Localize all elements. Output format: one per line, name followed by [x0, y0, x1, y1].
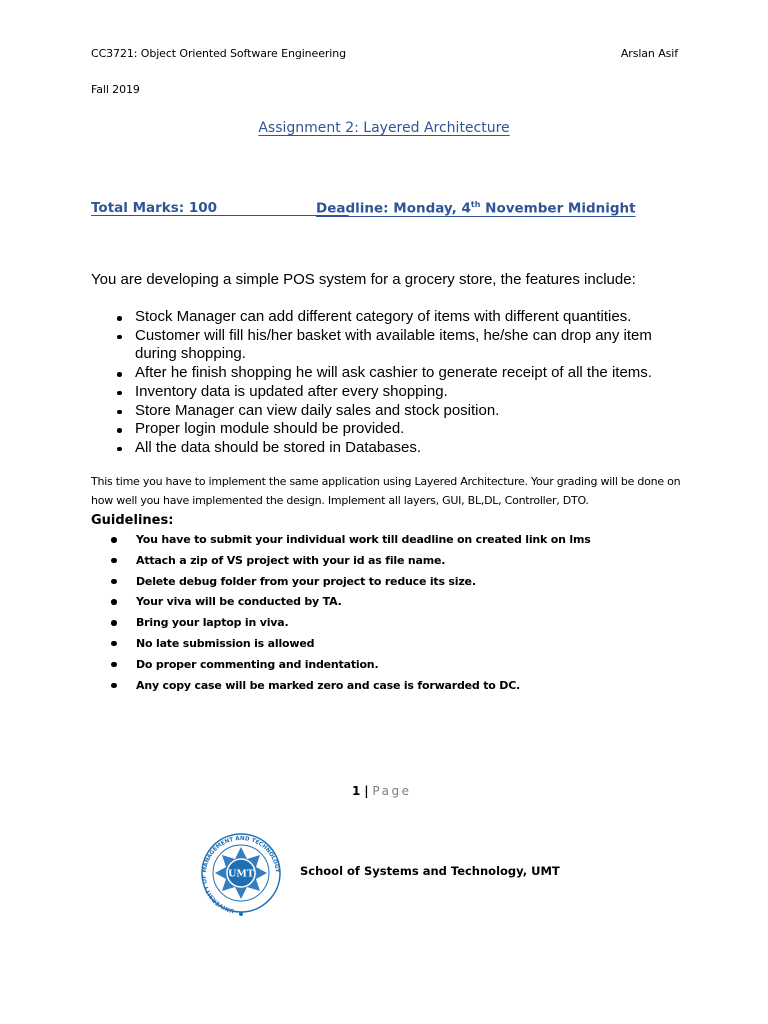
guideline-item: No late submission is allowed: [100, 634, 700, 655]
guideline-item: Delete debug folder from your project to reduce its size.: [100, 572, 700, 593]
total-marks-text: Total Marks: 100: [91, 200, 218, 216]
total-marks: [91, 200, 349, 216]
page-number: [352, 784, 411, 798]
guideline-item: Do proper commenting and indentation.: [100, 655, 700, 676]
guideline-item: Attach a zip of VS project with your id as file name.: [100, 551, 700, 572]
term: Fall 2019: [91, 83, 140, 96]
guideline-item: Bring your laptop in viva.: [100, 613, 700, 634]
assignment-paragraph: This time you have to implement the same application using Layered Architecture. Your grading will be done on how well you have implemented the design. Implement all layers, GUI, BL,DL, Controller, DTO.: [91, 475, 681, 507]
deadline: [316, 200, 636, 217]
author-name: Arslan Asif: [620, 47, 678, 60]
page-word: Page: [372, 784, 412, 798]
guideline-item: Your viva will be conducted by TA.: [100, 592, 700, 613]
school-name: School of Systems and Technology, UMT: [300, 864, 560, 878]
feature-item: All the data should be stored in Databases.: [108, 439, 688, 458]
page-number-value: 1: [352, 784, 361, 798]
feature-item: Inventory data is updated after every shopping.: [108, 383, 688, 402]
deadline-sup: th: [470, 200, 481, 209]
guideline-item: You have to submit your individual work till deadline on created link on lms: [100, 530, 700, 551]
feature-list: [108, 308, 688, 458]
course-title: CC3721: Object Oriented Software Engineering: [91, 47, 347, 60]
logo-center-text: UMT: [228, 868, 254, 880]
feature-item: Proper login module should be provided.: [108, 420, 688, 439]
deadline-suffix: November Midnight: [480, 200, 636, 217]
feature-item: Store Manager can view daily sales and stock position.: [108, 402, 688, 421]
guidelines-list: [100, 530, 700, 696]
feature-item: Customer will fill his/her basket with available items, he/she can drop any item during shopping.: [108, 327, 688, 364]
logo-ring-text: UNIVERSITY OF MANAGEMENT AND TECHNOLOGY: [201, 835, 280, 914]
guideline-item: Any copy case will be marked zero and case is forwarded to DC.: [100, 676, 700, 697]
guidelines-title: Guidelines:: [91, 513, 174, 528]
page-separator: |: [364, 784, 369, 798]
umt-seal: [200, 828, 282, 918]
umt-logo: [200, 828, 282, 918]
assignment-title: Assignment 2: Layered Architecture: [258, 120, 510, 136]
feature-item: After he finish shopping he will ask cashier to generate receipt of all the items.: [108, 364, 688, 383]
feature-item: Stock Manager can add different category of items with different quantities.: [108, 308, 688, 327]
intro-text: You are developing a simple POS system for a grocery store, the features include:: [91, 271, 636, 288]
deadline-prefix: Deadline: Monday, 4: [316, 200, 471, 217]
